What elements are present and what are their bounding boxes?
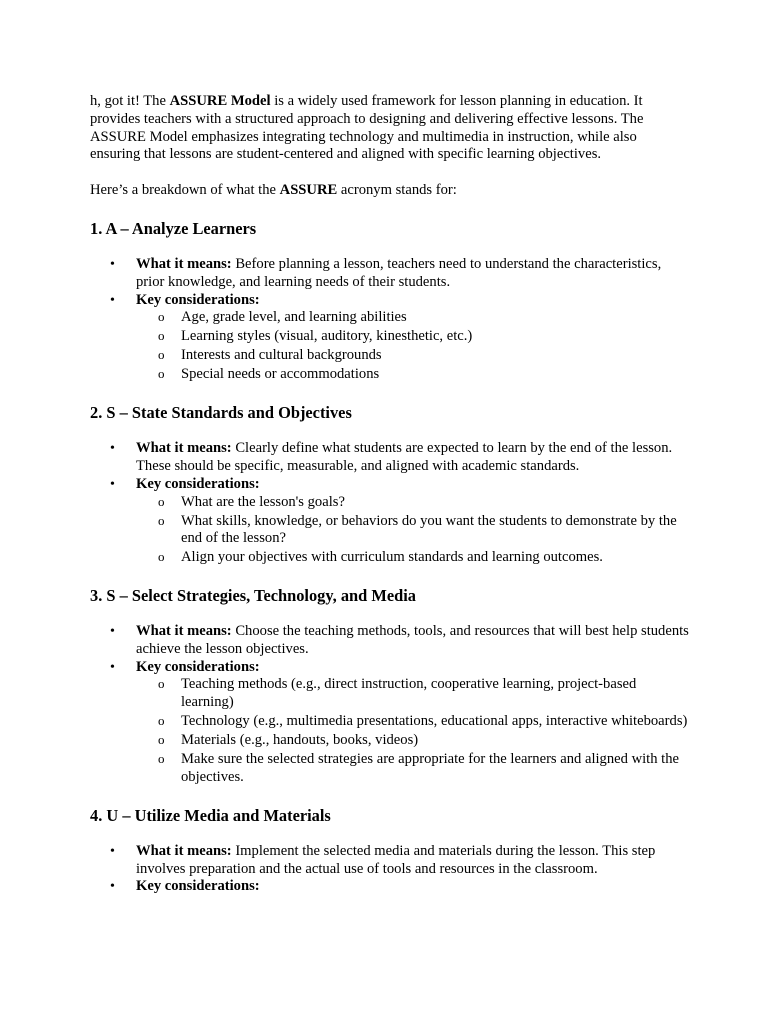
sublist-item-text: Make sure the selected strategies are appropriate for the learners and aligned with the objectives.: [181, 751, 679, 786]
bullet-glyph: •: [110, 879, 115, 895]
section-heading-select-strategies: 3. S – Select Strategies, Technology, and Media: [90, 586, 416, 606]
sublist-item-text: Special needs or accommodations: [181, 366, 380, 383]
sub-bullet-glyph: o: [158, 713, 165, 729]
list-item-key-considerations: [90, 878, 690, 896]
section-list: [90, 256, 690, 384]
section-list: [90, 440, 690, 567]
key-considerations-label: Key considerations:: [136, 291, 260, 308]
considerations-sublist: [136, 494, 690, 568]
sublist-item-text: Technology (e.g., multimedia presentations, educational apps, interactive whiteboards): [181, 713, 688, 730]
sublist-item-text: Age, grade level, and learning abilities: [181, 309, 407, 326]
what-it-means-text: Before planning a lesson, teachers need to understand the characteristics, prior knowledge, and learning needs of their students.: [136, 255, 662, 290]
sublist-item-text: Materials (e.g., handouts, books, videos): [181, 732, 419, 749]
intro-paragraph: [90, 93, 690, 164]
sublist-item: [136, 309, 690, 327]
what-it-means-text: Clearly define what students are expected to learn by the end of the lesson. These should be specific, measurable, and aligned with academic standards.: [136, 440, 673, 474]
considerations-sublist: [136, 676, 690, 786]
what-it-means-text: Choose the teaching methods, tools, and resources that will best help students achieve the lesson objectives.: [136, 623, 689, 657]
list-item-what-it-means: [90, 623, 690, 659]
breakdown-bold-term: ASSURE: [279, 182, 338, 199]
what-it-means-label: What it means:: [136, 440, 232, 457]
list-item-what-it-means: [90, 440, 690, 476]
list-item-what-it-means: [90, 256, 690, 292]
sublist-item: [136, 676, 690, 712]
list-item-key-considerations: [90, 292, 690, 385]
intro-bold-term: ASSURE Model: [169, 93, 271, 109]
bullet-glyph: •: [110, 292, 115, 308]
list-item-what-it-means: [90, 843, 690, 879]
key-considerations-label: Key considerations:: [136, 475, 260, 492]
breakdown-rest: acronym stands for:: [337, 182, 457, 199]
section-heading-utilize-media: 4. U – Utilize Media and Materials: [90, 805, 331, 825]
sublist-item: [136, 751, 690, 787]
sublist-item: [136, 494, 690, 512]
bullet-glyph: •: [110, 441, 115, 457]
sub-bullet-glyph: o: [158, 347, 165, 363]
sublist-item: [136, 732, 690, 750]
key-considerations-label: Key considerations:: [136, 878, 260, 895]
sub-bullet-glyph: o: [158, 309, 165, 325]
sub-bullet-glyph: o: [158, 751, 165, 767]
bullet-glyph: •: [110, 256, 115, 272]
what-it-means-label: What it means:: [136, 255, 232, 272]
section-list: [90, 623, 690, 787]
sublist-item-text: Align your objectives with curriculum standards and learning outcomes.: [181, 549, 603, 566]
list-item-key-considerations: [90, 476, 690, 567]
sublist-item-text: Learning styles (visual, auditory, kinesthetic, etc.): [181, 328, 473, 345]
key-considerations-label: Key considerations:: [136, 658, 260, 675]
sub-bullet-glyph: o: [158, 493, 165, 509]
bullet-glyph: •: [110, 659, 115, 675]
sublist-item: [136, 713, 690, 731]
considerations-sublist: [136, 309, 690, 384]
sub-bullet-glyph: o: [158, 732, 165, 748]
sublist-item: [136, 366, 690, 384]
intro-rest: is a widely used framework for lesson planning in education. It provides teachers with a structured approach to designing and delivering effective lessons. The ASSURE Model emphasizes integrating technology and multimedia in instruction, while also ensuring that lessons are student-centered and aligned with specific learning objectives.: [90, 93, 644, 163]
sublist-item-text: Teaching methods (e.g., direct instruction, cooperative learning, project-based learning): [181, 676, 637, 711]
document-page: [90, 93, 690, 896]
sub-bullet-glyph: o: [158, 366, 165, 382]
sub-bullet-glyph: o: [158, 512, 165, 528]
breakdown-paragraph: [90, 182, 690, 200]
sublist-item: [136, 549, 690, 567]
sublist-item-text: What skills, knowledge, or behaviors do you want the students to demonstrate by the end of the lesson?: [181, 512, 677, 547]
what-it-means-label: What it means:: [136, 623, 232, 640]
sublist-item: [136, 347, 690, 365]
list-item-key-considerations: [90, 659, 690, 787]
sub-bullet-glyph: o: [158, 549, 165, 565]
intro-lead: h, got it! The: [90, 93, 170, 109]
section-heading-analyze-learners: 1. A – Analyze Learners: [90, 218, 257, 238]
what-it-means-label: What it means:: [136, 842, 232, 859]
sublist-item: [136, 513, 690, 549]
what-it-means-text: Implement the selected media and materials during the lesson. This step involves preparation and the actual use of tools and resources in the classroom.: [136, 842, 656, 877]
sub-bullet-glyph: o: [158, 328, 165, 344]
sublist-item-text: Interests and cultural backgrounds: [181, 347, 382, 364]
sublist-item-text: What are the lesson's goals?: [181, 493, 345, 510]
breakdown-lead: Here’s a breakdown of what the: [90, 182, 280, 199]
section-heading-state-objectives: 2. S – State Standards and Objectives: [90, 403, 352, 423]
sub-bullet-glyph: o: [158, 676, 165, 692]
bullet-glyph: •: [110, 624, 115, 640]
bullet-glyph: •: [110, 476, 115, 492]
bullet-glyph: •: [110, 843, 115, 859]
section-list: [90, 843, 690, 896]
sublist-item: [136, 328, 690, 346]
